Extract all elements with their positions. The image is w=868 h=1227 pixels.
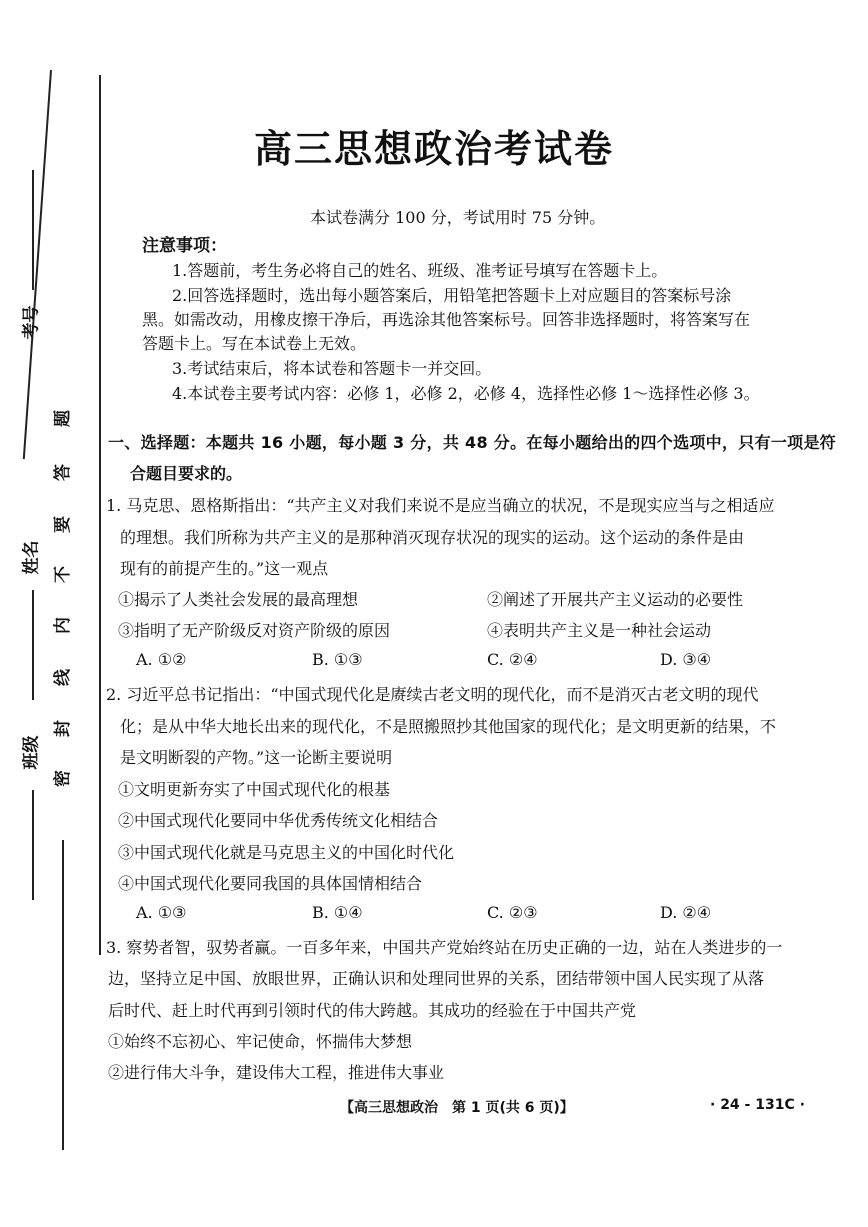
xingming-underline <box>32 590 34 700</box>
q2-stem-1: 2. 习近平总书记指出：“中国式现代化是赓续古老文明的现代化，而不是消灭古老文明的现代 <box>106 685 759 704</box>
q1-stem-3: 现有的前提产生的。”这一观点 <box>120 559 329 578</box>
seal-char-yao: 要 <box>53 516 73 533</box>
q1-option-a: A. ①② <box>136 650 187 669</box>
intro-text: 本试卷满分 100 分，考试用时 75 分钟。 <box>310 208 606 227</box>
q3-stem-3: 后时代、赶上时代再到引领时代的伟大跨越。其成功的经验在于中国共产党 <box>108 1001 637 1020</box>
q1-stem-1: 1. 马克思、恩格斯指出：“共产主义对我们来说不是应当确立的状况，不是现实应当与之相适应 <box>106 496 775 515</box>
q2-stem-2: 化；是从中华大地长出来的现代化，不是照搬照抄其他国家的现代化；是文明更新的结果，不 <box>120 717 777 736</box>
q2-statement-1: ①文明更新夯实了中国式现代化的根基 <box>118 780 391 799</box>
q3-statement-1: ①始终不忘初心、牢记使命，怀揣伟大梦想 <box>108 1032 413 1051</box>
seal-char-xian: 线 <box>53 669 73 686</box>
footer-page-info: 【高三思想政治 第 1 页(共 6 页)】 <box>340 1100 574 1116</box>
q1-option-c: C. ②④ <box>487 650 538 669</box>
q2-option-b: B. ①④ <box>312 903 363 922</box>
footer-code: · 24 - 131C · <box>710 1097 805 1113</box>
note-2a: 2.回答选择题时，选出每小题答案后，用铅笔把答题卡上对应题目的答案标号涂 <box>172 286 732 305</box>
margin-line-inner <box>99 75 101 955</box>
banji-underline <box>32 790 34 900</box>
xingming-label: 姓名 <box>21 540 42 575</box>
section-header-line2: 合题目要求的。 <box>130 464 243 483</box>
seal-char-bu: 不 <box>53 566 73 583</box>
q2-stem-3: 是文明断裂的产物。”这一论断主要说明 <box>120 748 393 767</box>
q2-statement-4: ④中国式现代化要同我国的具体国情相结合 <box>118 874 423 893</box>
section-header-line1: 一、选择题：本题共 16 小题，每小题 3 分，共 48 分。在每小题给出的四个选项中，只有一项是符 <box>108 433 837 452</box>
q2-option-a: A. ①③ <box>136 903 187 922</box>
note-2c: 答题卡上。写在本试卷上无效。 <box>142 334 367 353</box>
banji-label: 班级 <box>21 735 42 770</box>
q3-statement-2: ②进行伟大斗争，建设伟大工程，推进伟大事业 <box>108 1063 445 1082</box>
page-title: 高三思想政治考试卷 <box>253 127 614 171</box>
q2-option-c: C. ②③ <box>487 903 538 922</box>
q1-statement-3: ③指明了无产阶级反对资产阶级的原因 <box>118 621 391 640</box>
note-3: 3.考试结束后，将本试卷和答题卡一并交回。 <box>172 359 492 378</box>
q3-stem-1: 3. 察势者智，驭势者赢。一百多年来，中国共产党始终站在历史正确的一边，站在人类进步的一 <box>106 938 783 957</box>
q1-stem-2: 的理想。我们所称为共产主义的是那种消灭现存状况的现实的运动。这个运动的条件是由 <box>120 528 745 547</box>
q2-statement-3: ③中国式现代化就是马克思主义的中国化时代化 <box>118 843 455 862</box>
seal-char-mi: 密 <box>53 770 73 787</box>
notes-heading: 注意事项： <box>142 236 227 256</box>
seal-char-feng: 封 <box>53 720 73 737</box>
note-2b: 黑。如需改动，用橡皮擦干净后，再选涂其他答案标号。回答非选择题时，将答案写在 <box>142 310 751 329</box>
q2-statement-2: ②中国式现代化要同中华优秀传统文化相结合 <box>118 811 439 830</box>
q1-option-d: D. ③④ <box>660 650 712 669</box>
note-4: 4.本试卷主要考试内容：必修 1，必修 2，必修 4，选择性必修 1～选择性必修 3。 <box>172 384 760 403</box>
q1-statement-1: ①揭示了人类社会发展的最高理想 <box>118 590 359 609</box>
seal-char-ti: 题 <box>53 410 73 427</box>
seal-char-nei: 内 <box>53 617 73 634</box>
kaohao-label: 考号 <box>21 305 42 340</box>
margin-line-outer-bottom <box>62 840 64 1150</box>
q1-statement-4: ④表明共产主义是一种社会运动 <box>487 621 712 640</box>
kaohao-underline <box>32 170 34 290</box>
seal-char-da: 答 <box>53 464 73 481</box>
q1-option-b: B. ①③ <box>312 650 363 669</box>
note-1: 1.答题前，考生务必将自己的姓名、班级、准考证号填写在答题卡上。 <box>172 261 668 280</box>
q3-stem-2: 边，坚持立足中国、放眼世界，正确认识和处理同世界的关系，团结带领中国人民实现了从落 <box>108 969 765 988</box>
q1-statement-2: ②阐述了开展共产主义运动的必要性 <box>487 590 744 609</box>
q2-option-d: D. ②④ <box>660 903 712 922</box>
